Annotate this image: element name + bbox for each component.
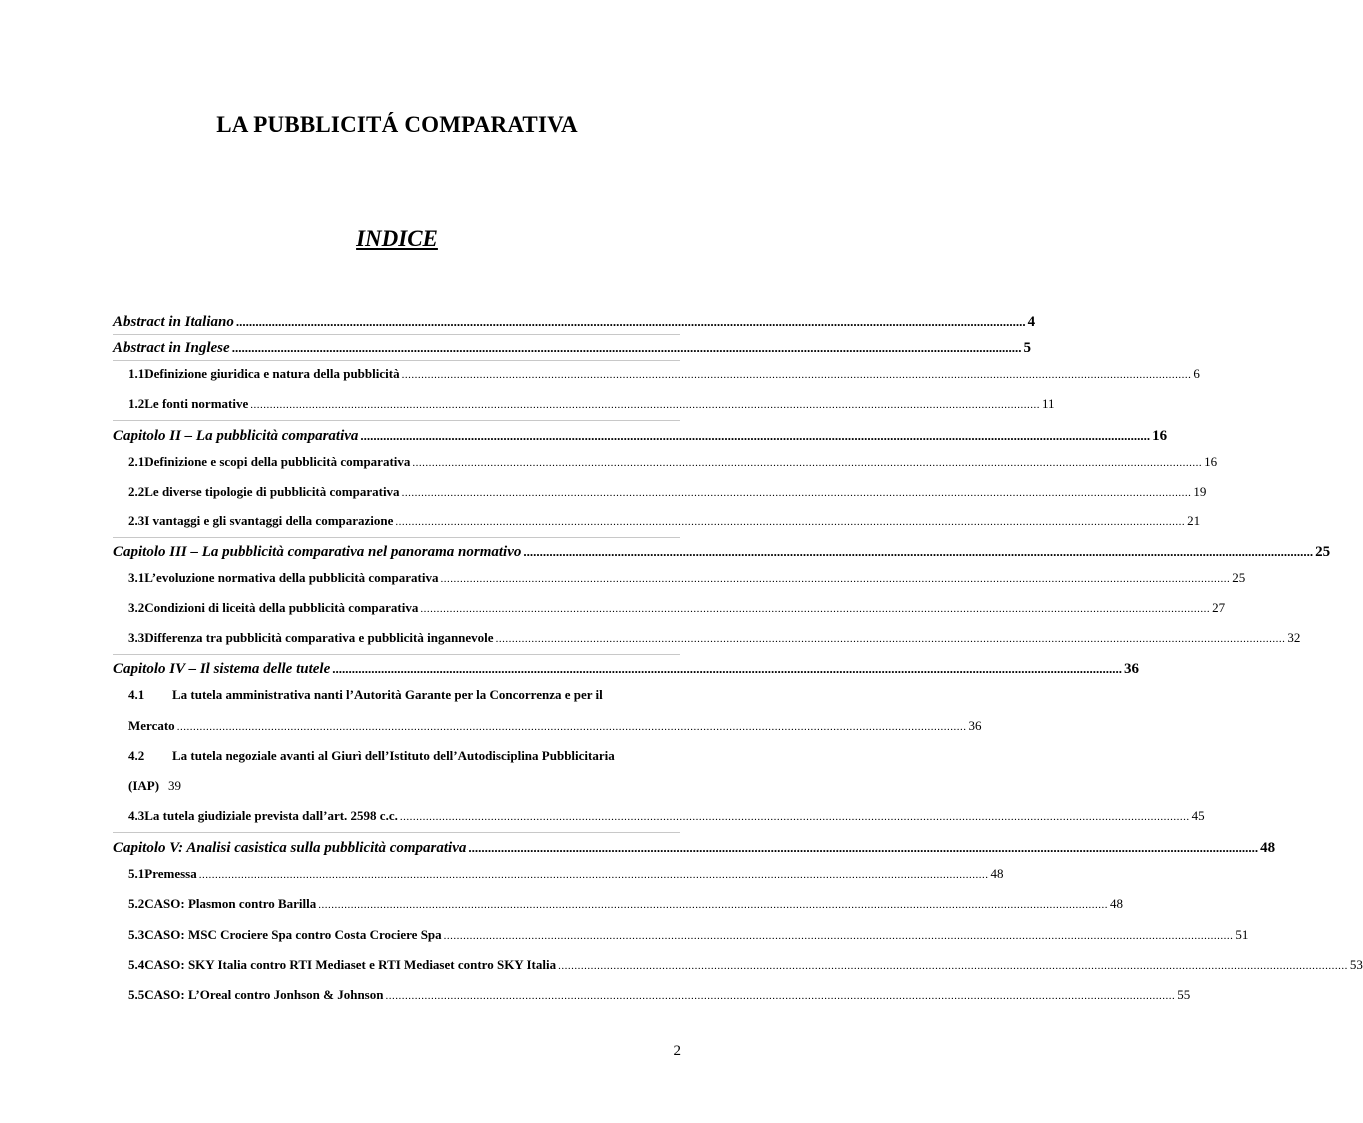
toc-number: 3.2 xyxy=(128,600,145,615)
toc-page: 5 xyxy=(1023,340,1031,356)
toc-page: 48 xyxy=(1260,840,1276,856)
toc-entry-4-3[interactable] xyxy=(113,806,1205,826)
toc-divider xyxy=(113,360,680,361)
toc-leader xyxy=(444,926,1234,946)
toc-label: CASO: Plasmon contro Barilla xyxy=(144,896,317,911)
toc-divider xyxy=(113,654,680,655)
toc-label: Le diverse tipologie di pubblicità comparativa xyxy=(144,484,400,499)
toc-leader xyxy=(558,956,1348,976)
toc-label: I vantaggi e gli svantaggi della comparazione xyxy=(144,513,394,528)
toc-label: Capitolo IV – Il sistema delle tutele xyxy=(113,661,331,677)
toc-label: Abstract in Italiano xyxy=(113,314,234,330)
toc-label: L’evoluzione normativa della pubblicità comparativa xyxy=(144,570,439,585)
toc-entry-1-1[interactable] xyxy=(113,364,1200,384)
toc-number: 5.2 xyxy=(128,896,145,911)
toc-entry-5-3[interactable] xyxy=(113,925,1249,945)
toc-number: 4.1 xyxy=(128,687,145,702)
toc-leader xyxy=(332,659,1122,679)
toc-number: 1.2 xyxy=(128,396,145,411)
toc-page: 25 xyxy=(1315,544,1331,560)
toc-number: 2.1 xyxy=(128,454,145,469)
toc-leader xyxy=(420,599,1210,619)
toc-page: 27 xyxy=(1212,600,1226,615)
toc-label: Le fonti normative xyxy=(144,396,249,411)
toc-entry-4-1[interactable] xyxy=(113,685,680,705)
toc-page: 6 xyxy=(1193,366,1200,381)
toc-label: Mercato xyxy=(128,718,175,733)
toc-leader xyxy=(177,717,967,737)
toc-label: CASO: SKY Italia contro RTI Mediaset e RTI Mediaset contro SKY Italia xyxy=(144,957,557,972)
toc-leader xyxy=(318,895,1108,915)
toc-entry-abstract-inglese[interactable] xyxy=(113,338,1031,358)
toc-number: 5.5 xyxy=(128,987,145,1002)
toc-leader xyxy=(395,512,1185,532)
toc-number: 5.3 xyxy=(128,927,145,942)
toc-entry-2-1[interactable] xyxy=(113,452,1218,472)
toc-label: Definizione e scopi della pubblicità comparativa xyxy=(144,454,411,469)
page-number: 2 xyxy=(673,1043,681,1059)
toc-entry-capitolo-5[interactable] xyxy=(113,838,1276,858)
toc-entry-capitolo-2[interactable] xyxy=(113,426,1168,446)
toc-page: 48 xyxy=(1110,896,1124,911)
toc-entry-2-3[interactable] xyxy=(113,511,1201,531)
toc-label: Condizioni di liceità della pubblicità comparativa xyxy=(144,600,419,615)
toc-entry-3-3[interactable] xyxy=(113,628,1301,648)
toc-divider xyxy=(113,420,680,421)
toc-number: 3.1 xyxy=(128,570,145,585)
toc-leader xyxy=(199,865,989,885)
toc-number: 1.1 xyxy=(128,366,145,381)
toc-leader xyxy=(412,453,1202,473)
toc-entry-4-1-continued[interactable] xyxy=(128,716,982,736)
toc-leader xyxy=(440,569,1230,589)
toc-page: 36 xyxy=(968,718,982,733)
toc-number: 4.3 xyxy=(128,808,145,823)
toc-label: CASO: MSC Crociere Spa contro Costa Crociere Spa xyxy=(144,927,442,942)
toc-number: 4.2 xyxy=(128,748,145,763)
toc-label: Capitolo II – La pubblicità comparativa xyxy=(113,428,359,444)
toc-entry-capitolo-3[interactable] xyxy=(113,542,1331,562)
toc-entry-5-4[interactable] xyxy=(113,955,1363,975)
toc-entry-capitolo-4[interactable] xyxy=(113,659,1139,679)
toc-entry-4-2-continued[interactable] xyxy=(128,776,181,796)
toc-entry-2-2[interactable] xyxy=(113,482,1207,502)
toc-leader xyxy=(236,312,1026,332)
toc-page: 4 xyxy=(1027,314,1036,330)
toc-leader xyxy=(402,483,1192,503)
toc-label: Abstract in Inglese xyxy=(113,340,230,356)
toc-page: 19 xyxy=(1193,484,1207,499)
toc-page: 21 xyxy=(1187,513,1201,528)
toc-entry-4-2[interactable] xyxy=(113,746,680,766)
toc-entry-5-5[interactable] xyxy=(113,985,1191,1005)
document-title: LA PUBBLICITÁ COMPARATIVA xyxy=(216,112,578,137)
toc-label: Capitolo V: Analisi casistica sulla pubblicità comparativa xyxy=(113,840,467,856)
toc-label: La tutela negoziale avanti al Giurì dell’Istituto dell’Autodisciplina Pubblicitaria xyxy=(172,748,615,763)
toc-label: Capitolo III – La pubblicità comparativa nel panorama normativo xyxy=(113,544,522,560)
toc-label: CASO: L’Oreal contro Jonhson & Johnson xyxy=(144,987,384,1002)
toc-leader xyxy=(523,542,1313,562)
toc-label: Definizione giuridica e natura della pubblicità xyxy=(144,366,400,381)
toc-number: 5.4 xyxy=(128,957,145,972)
toc-page: 11 xyxy=(1041,396,1055,411)
toc-entry-3-2[interactable] xyxy=(113,598,1226,618)
toc-number: 2.2 xyxy=(128,484,145,499)
toc-label: La tutela giudiziale prevista dall’art. 2598 c.c. xyxy=(144,808,398,823)
toc-label: La tutela amministrativa nanti l’Autorità Garante per la Concorrenza e per il xyxy=(172,687,603,702)
toc-entry-3-1[interactable] xyxy=(113,568,1246,588)
toc-label: Premessa xyxy=(144,866,197,881)
toc-label: (IAP) xyxy=(128,778,160,793)
index-heading: INDICE xyxy=(356,226,438,251)
toc-leader xyxy=(385,986,1175,1006)
toc-entry-1-2[interactable] xyxy=(113,394,1055,414)
toc-leader xyxy=(496,629,1286,649)
toc-label: Differenza tra pubblicità comparativa e pubblicità ingannevole xyxy=(144,630,494,645)
toc-page: 16 xyxy=(1204,454,1218,469)
toc-leader xyxy=(402,365,1192,385)
toc-entry-5-1[interactable] xyxy=(113,864,1004,884)
toc-entry-5-2[interactable] xyxy=(113,894,1124,914)
toc-page: 51 xyxy=(1235,927,1249,942)
toc-divider xyxy=(113,537,680,538)
toc-divider xyxy=(113,334,680,335)
toc-leader xyxy=(360,426,1150,446)
toc-divider xyxy=(113,832,680,833)
toc-page: 45 xyxy=(1191,808,1205,823)
toc-leader xyxy=(468,838,1258,858)
toc-leader xyxy=(232,338,1022,358)
toc-page: 53 xyxy=(1349,957,1363,972)
toc-page: 55 xyxy=(1177,987,1191,1002)
toc-page: 32 xyxy=(1287,630,1301,645)
toc-page: 39 xyxy=(168,778,182,793)
toc-leader xyxy=(400,807,1190,827)
toc-leader xyxy=(250,395,1040,415)
toc-number: 5.1 xyxy=(128,866,145,881)
toc-page: 48 xyxy=(990,866,1004,881)
toc-page: 25 xyxy=(1232,570,1246,585)
toc-number: 2.3 xyxy=(128,513,145,528)
toc-number: 3.3 xyxy=(128,630,145,645)
toc-entry-abstract-italiano[interactable] xyxy=(113,312,1036,332)
toc-page: 36 xyxy=(1123,661,1139,677)
toc-page: 16 xyxy=(1152,428,1168,444)
